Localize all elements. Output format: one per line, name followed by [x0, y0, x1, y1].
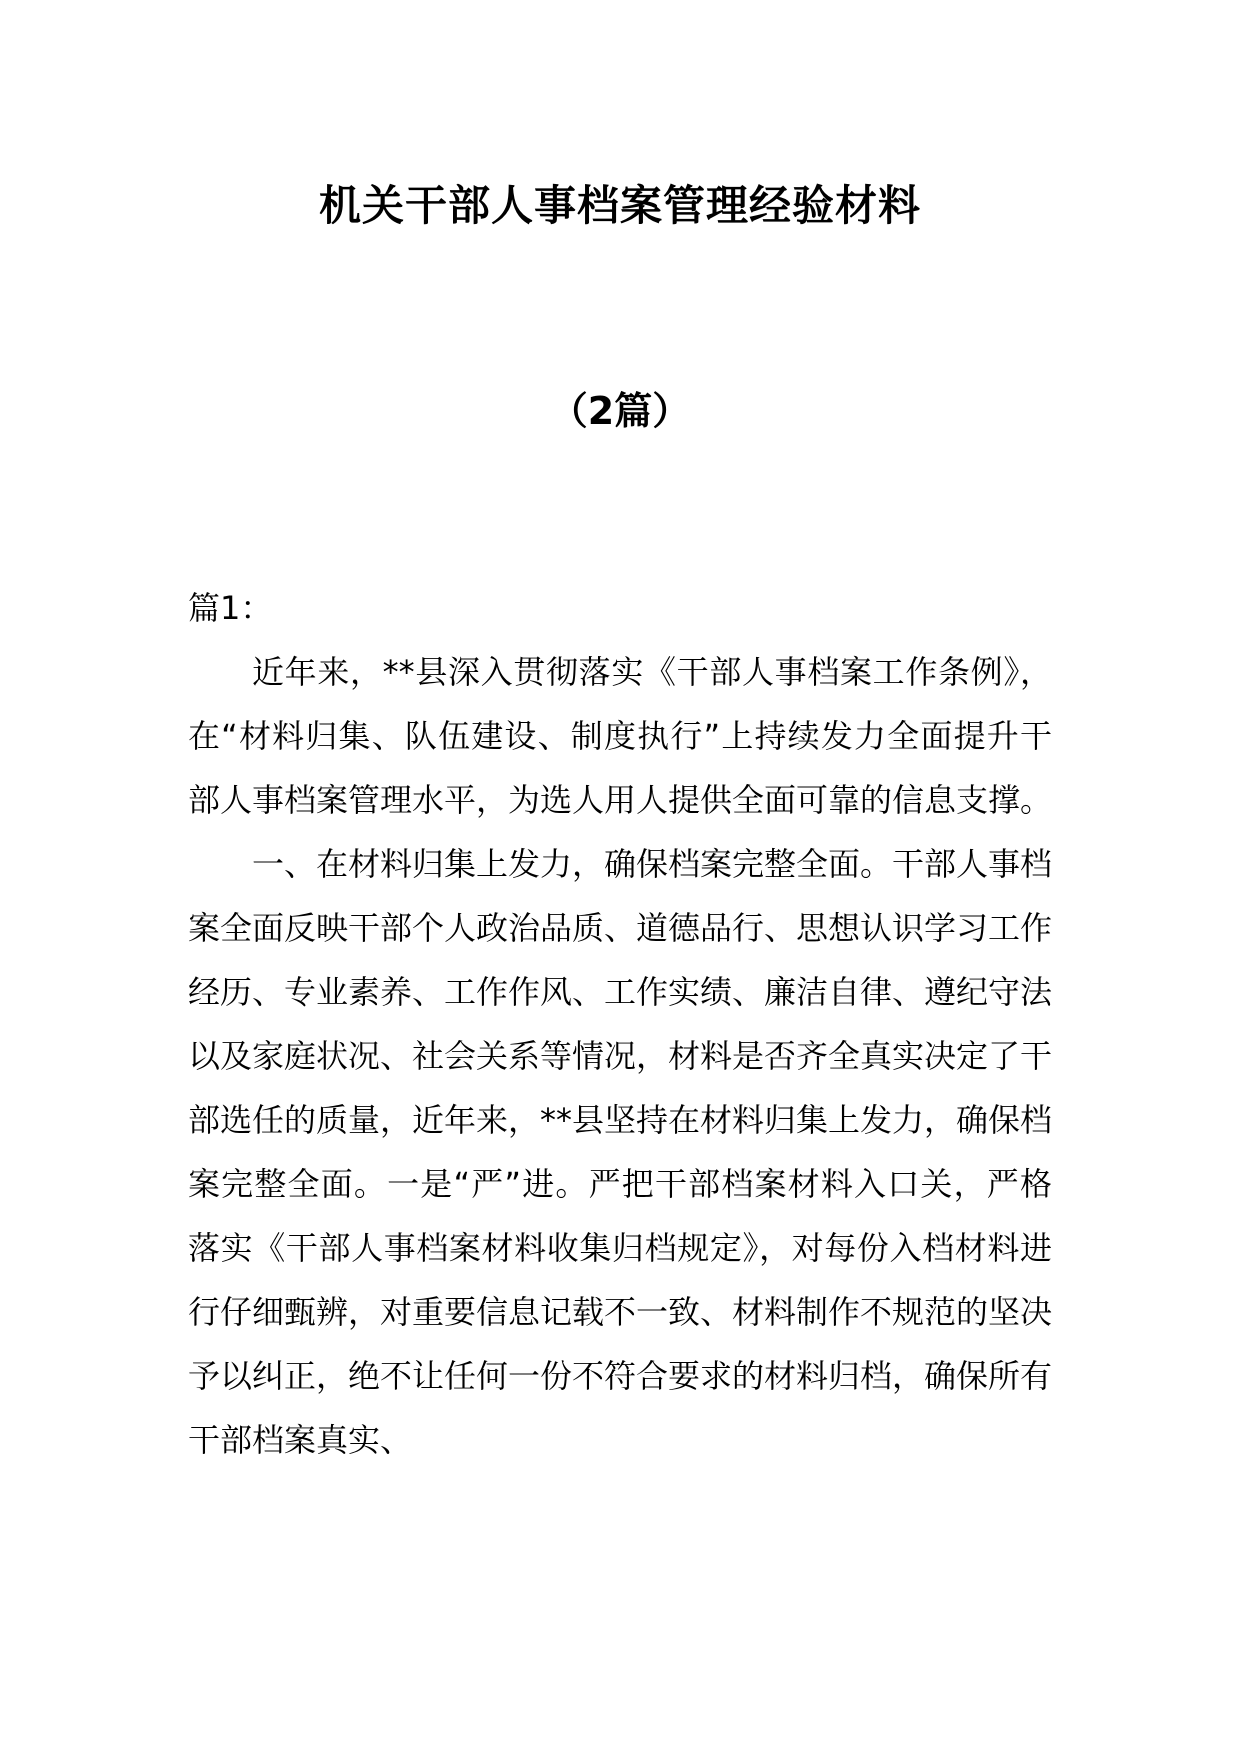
paragraph-intro: 近年来，**县深入贯彻落实《干部人事档案工作条例》，在“材料归集、队伍建设、制度执行”上持续发力全面提升干部人事档案管理水平，为选人用人提供全面可靠的信息支撑。 [188, 653, 1053, 819]
document-subtitle: （2篇） [549, 389, 691, 433]
document-body [188, 576, 1052, 1472]
paragraph-section-one: 一、在材料归集上发力，确保档案完整全面。干部人事档案全面反映干部个人政治品质、道德品行、思想认识学习工作经历、专业素养、工作作风、工作实绩、廉洁自律、遵纪守法以及家庭状况、社会关系等情况，材料是否齐全真实决定了干部选任的质量，近年来，**县坚持在材料归集上发力，确保档案完整全面。一是“严”进。严把干部档案材料入口关，严格落实《干部人事档案材料收集归档规定》，对每份入档材料进行仔细甄辨，对重要信息记载不一致、材料制作不规范的坚决予以纠正，绝不让任何一份不符合要求的材料归档，确保所有干部档案真实、 [188, 845, 1053, 1459]
document-title: 机关干部人事档案管理经验材料 [318, 181, 921, 230]
section-label: 篇1： [188, 589, 273, 627]
